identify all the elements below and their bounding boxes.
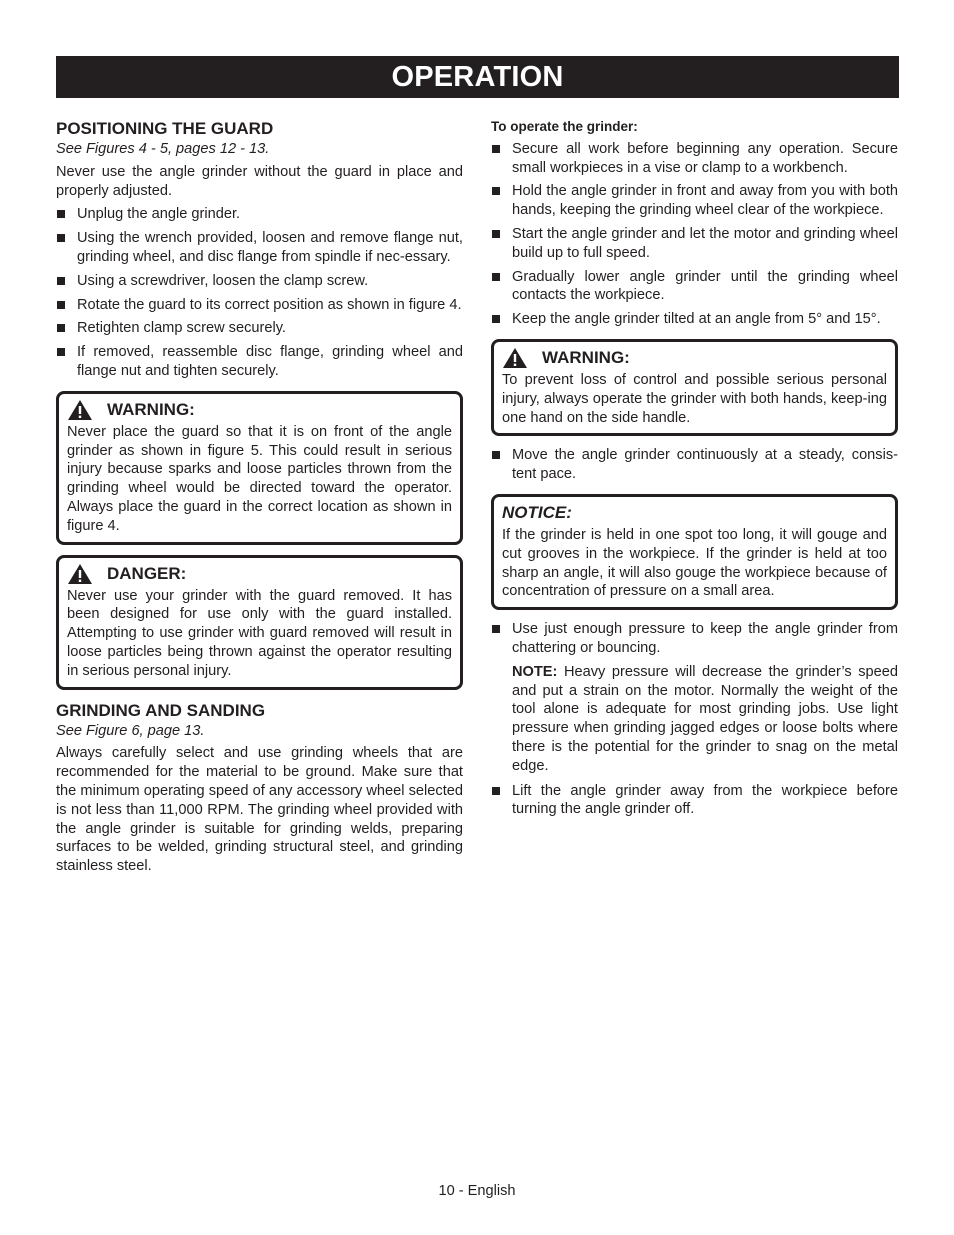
grinding-body: Always carefully select and use grinding wheels that are recommended for the material to be ground. Make sure that the minimum operating speed of any accessory wheel selected is not less than 11,000 RPM. The grinding wheel provided with the angle grinder is suitable for grinding welds, preparing surfaces to be welded, grinding structural steel, and grinding stainless steel. xyxy=(56,745,463,875)
list-item: Lift the angle grinder away from the workpiece before turning the angle grinder off. xyxy=(491,782,898,820)
square-bullet-icon xyxy=(57,301,65,309)
warning-title: WARNING: xyxy=(107,399,195,419)
list-item: Using the wrench provided, loosen and remove flange nut, grinding wheel, and disc flange from spindle if nec-essary. xyxy=(56,229,463,267)
note-text: Heavy pressure will decrease the grinder’s speed and put a strain on the motor. Normally the weight of the tool alone is adequate for most grinding jobs. Use light pressure when grinding jagged edges or loose bolts where there is the potential for the grinder to snag on the metal edge. xyxy=(512,663,898,774)
list-item: Start the angle grinder and let the motor and grinding wheel build up to full speed. xyxy=(491,225,898,263)
square-bullet-icon xyxy=(492,187,500,195)
pressure-list xyxy=(491,620,898,658)
list-item: Hold the angle grinder in front and away from you with both hands, keeping the grinding wheel clear of the workpiece. xyxy=(491,182,898,220)
danger-text: Never use your grinder with the guard removed. It has been designed for use only with the guard installed. Attempting to use grinder with guard removed will result in loose particles being thrown against the operator resulting in serious personal injury. xyxy=(67,587,452,679)
square-bullet-icon xyxy=(492,273,500,281)
warning-text: Never place the guard so that it is on front of the angle grinder as shown in figure 5. This could result in serious injury because sparks and loose particles thrown from the grinding wheel would be directed toward the operator. Always place the guard in the correct location as shown in figure 4. xyxy=(67,423,452,534)
page-title-banner: OPERATION xyxy=(56,56,899,98)
square-bullet-icon xyxy=(57,277,65,285)
lift-grinder-list xyxy=(491,782,898,820)
list-item: Unplug the angle grinder. xyxy=(56,205,463,224)
square-bullet-icon xyxy=(492,315,500,323)
grinding-sanding-heading: GRINDING AND SANDING xyxy=(56,700,266,720)
warning-triangle-icon xyxy=(67,563,93,585)
square-bullet-icon xyxy=(492,230,500,238)
square-bullet-icon xyxy=(57,348,65,356)
warning-header xyxy=(67,399,452,421)
warning-text: To prevent loss of control and possible serious personal injury, always operate the grinder with both hands, keep-ing one hand on the side handle. xyxy=(502,371,887,426)
list-item: Keep the angle grinder tilted at an angle from 5° and 15°. xyxy=(491,310,898,329)
danger-title: DANGER: xyxy=(107,563,187,583)
list-item: Secure all work before beginning any operation. Secure small workpieces in a vise or clamp to a workbench. xyxy=(491,140,898,178)
note-label: NOTE: xyxy=(512,663,558,680)
positioning-guard-heading: POSITIONING THE GUARD xyxy=(56,119,274,138)
notice-header xyxy=(502,502,887,524)
guard-warning-box xyxy=(56,391,463,545)
right-column xyxy=(491,118,898,824)
notice-title: NOTICE: xyxy=(502,502,572,522)
left-column xyxy=(56,118,463,881)
list-item: Rotate the guard to its correct position as shown in figure 4. xyxy=(56,296,463,315)
warning-triangle-icon xyxy=(502,347,528,369)
operate-steps-list xyxy=(491,140,898,329)
square-bullet-icon xyxy=(492,787,500,795)
list-item: Retighten clamp screw securely. xyxy=(56,319,463,338)
list-item: Gradually lower angle grinder until the grinding wheel contacts the workpiece. xyxy=(491,268,898,306)
warning-title: WARNING: xyxy=(542,347,630,367)
list-item: Using a screwdriver, loosen the clamp screw. xyxy=(56,272,463,291)
two-hands-warning-box xyxy=(491,339,898,436)
warning-header xyxy=(502,347,887,369)
warning-triangle-icon xyxy=(67,399,93,421)
guard-danger-box xyxy=(56,555,463,690)
operate-grinder-label: To operate the grinder: xyxy=(491,119,638,134)
positioning-steps-list xyxy=(56,205,463,380)
positioning-intro: Never use the angle grinder without the guard in place and properly adjusted. xyxy=(56,163,463,199)
list-item: Move the angle grinder continuously at a steady, consis-tent pace. xyxy=(491,446,898,484)
page-footer: 10 - English xyxy=(438,1183,516,1199)
notice-box xyxy=(491,494,898,610)
list-item: Use just enough pressure to keep the angle grinder from chattering or bouncing. xyxy=(491,620,898,658)
steady-pace-list xyxy=(491,446,898,484)
square-bullet-icon xyxy=(57,324,65,332)
notice-text: If the grinder is held in one spot too long, it will gouge and cut grooves in the workpiece. If the grinder is held at too sharp an angle, it will also gouge the workpiece because of concentration of pressure on a small area. xyxy=(502,526,887,600)
danger-header xyxy=(67,563,452,585)
square-bullet-icon xyxy=(492,451,500,459)
square-bullet-icon xyxy=(57,210,65,218)
square-bullet-icon xyxy=(492,145,500,153)
square-bullet-icon xyxy=(492,625,500,633)
positioning-figure-reference: See Figures 4 - 5, pages 12 - 13. xyxy=(56,141,270,157)
square-bullet-icon xyxy=(57,234,65,242)
list-item: If removed, reassemble disc flange, grinding wheel and flange nut and tighten securely. xyxy=(56,343,463,381)
grinding-figure-reference: See Figure 6, page 13. xyxy=(56,722,205,739)
pressure-note xyxy=(491,663,898,776)
